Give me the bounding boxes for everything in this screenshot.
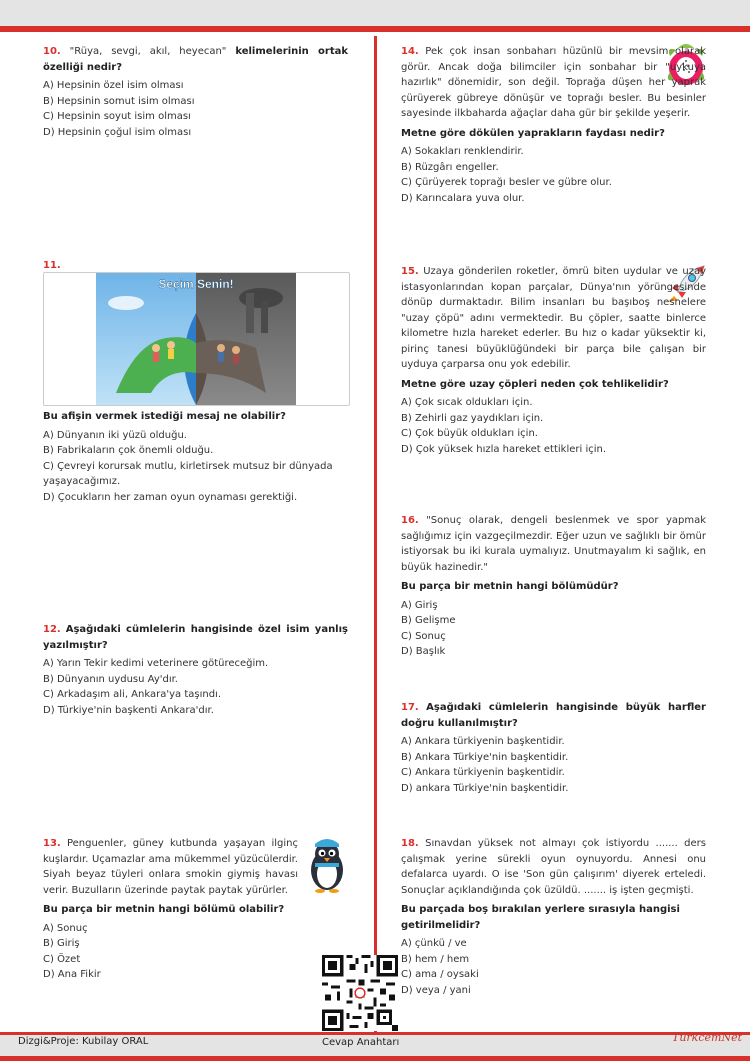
question-16-passage: "Sonuç olarak, dengeli beslenmek ve spor yapmak sağlığımız için vazgeçilmezdir. Eğer uzun ve sağlıklı bir ömür istiyorsak bu iki kurala uymalıyız. Unutmayalım ki sağlık, en büyük hazinedir.": [401, 515, 706, 573]
option-c[interactable]: C) Çok büyük oldukları için.: [401, 428, 538, 439]
question-18-prompt: Bu parçada boş bırakılan yerlere sırasıyla hangisi getirilmelidir?: [401, 904, 680, 931]
poster-title: Seçim Senin!: [158, 277, 234, 291]
option-c[interactable]: C) Özet: [43, 953, 81, 965]
option-d[interactable]: D) veya / yani: [401, 984, 471, 996]
question-16-prompt: Bu parça bir metnin hangi bölümüdür?: [401, 581, 619, 592]
option-a[interactable]: A) çünkü / ve: [401, 938, 467, 949]
options-list: [401, 734, 706, 796]
question-10-quote: "Rüya, sevgi, akıl, heyecan": [69, 46, 227, 57]
option-a[interactable]: A) Giriş: [401, 599, 438, 611]
question-number: 10.: [43, 46, 61, 57]
option-b[interactable]: B) Hepsinin somut isim olması: [43, 95, 195, 107]
question-13-text: [43, 836, 298, 898]
option-c[interactable]: C) Sonuç: [401, 630, 446, 642]
option-a[interactable]: A) Sonuç: [43, 922, 88, 934]
question-15-text: [401, 264, 706, 373]
option-a[interactable]: A) Dünyanın iki yüzü olduğu.: [43, 429, 187, 441]
option-a[interactable]: A) Ankara türkiyenin başkentidir.: [401, 736, 565, 747]
option-d[interactable]: D) Çocukların her zaman oyun oynaması gerektiği.: [43, 491, 298, 503]
option-d[interactable]: D) Türkiye'nin başkenti Ankara'dır.: [43, 704, 214, 716]
question-10-prompt: kelimelerinin ortak özelliği nedir?: [43, 46, 348, 73]
question-15: [401, 264, 706, 457]
option-b[interactable]: B) Fabrikaların çok önemli olduğu.: [43, 445, 214, 456]
options-list: [401, 144, 706, 206]
credit-text: Dizgi&Proje: Kubilay ORAL: [18, 1036, 149, 1047]
brand-logo: TurkcemNet: [672, 1031, 743, 1044]
poster-image: [43, 272, 350, 406]
question-13-prompt: Bu parça bir metnin hangi bölümü olabilir?: [43, 904, 285, 915]
question-number: 13.: [43, 838, 61, 849]
question-17: [401, 700, 706, 796]
question-number: 16.: [401, 515, 419, 526]
option-b[interactable]: B) Ankara Türkiye'nin başkentidir.: [401, 751, 569, 763]
options-list: [43, 428, 348, 506]
option-b[interactable]: B) Zehirli gaz yaydıkları için.: [401, 412, 544, 424]
options-list: [43, 78, 348, 140]
answer-key-label[interactable]: Cevap Anahtarı: [322, 1037, 400, 1048]
option-c[interactable]: C) Ankara türkiyenin başkentidir.: [401, 767, 565, 778]
option-a[interactable]: A) Sokakları renklendirir.: [401, 146, 524, 157]
qr-code-icon[interactable]: [322, 955, 398, 1031]
question-13: [43, 836, 348, 983]
column-divider: [374, 36, 377, 1036]
options-list: [43, 921, 348, 983]
option-d[interactable]: D) Hepsinin çoğul isim olması: [43, 126, 192, 138]
top-bar: [0, 0, 750, 32]
option-d[interactable]: D) ankara Türkiye'nin başkentidir.: [401, 782, 569, 794]
question-number: 12.: [43, 624, 61, 635]
question-number: 18.: [401, 838, 419, 849]
option-a[interactable]: A) Çok sıcak oldukları için.: [401, 397, 533, 408]
option-d[interactable]: D) Ana Fikir: [43, 969, 101, 980]
question-14-text: [401, 44, 706, 122]
question-11: [43, 409, 348, 505]
top-accent-stripe: [0, 26, 750, 32]
option-d[interactable]: D) Başlık: [401, 646, 446, 657]
question-10: [43, 44, 348, 140]
question-12-stem: [43, 622, 348, 653]
question-18-text: [401, 836, 706, 898]
question-17-stem: [401, 700, 706, 731]
question-13-passage: Penguenler, güney kutbunda yaşayan ilginç kuşlardır. Uçamazlar ama mükemmel yüzücülerdir. Siyah beyaz tüyleri onlara smokin giymiş havası verir. Buzulların üzerinde paytak paytak yürürler.: [43, 838, 298, 896]
option-b[interactable]: B) Rüzgârı engeller.: [401, 161, 499, 173]
option-d[interactable]: D) Karıncalara yuva olur.: [401, 192, 525, 204]
option-c[interactable]: C) Çevreyi korursak mutlu, kirletirsek mutsuz bir dünyada yaşayacağımız.: [43, 460, 333, 487]
option-b[interactable]: B) Giriş: [43, 938, 80, 949]
option-c[interactable]: C) Hepsinin soyut isim olması: [43, 111, 191, 122]
question-15-passage: Uzaya gönderilen roketler, ömrü biten uydular ve uzay istasyonlarından kopan parçalar, Dünya'nın yörüngesinde dönüp durmaktadır. Bilim insanları bu başıboş nesnelere "uzay çöpü" adını vermektedir. Bu çöpler, saatte binlerce kilometre hızla hareket ederler. Bu hız o kadar yüksektir ki, pirinç tanesi büyüklüğündeki bir parça bile çalışan bir uyduya çarparsa onu yok edebilir.: [401, 266, 706, 370]
option-c[interactable]: C) Arkadaşım ali, Ankara'ya taşındı.: [43, 689, 221, 700]
question-16-text: [401, 513, 706, 575]
question-number: 17.: [401, 702, 419, 713]
option-b[interactable]: B) hem / hem: [401, 953, 470, 965]
question-14-prompt: Metne göre dökülen yaprakların faydası nedir?: [401, 127, 665, 139]
option-b[interactable]: B) Dünyanın uydusu Ay'dır.: [43, 673, 178, 685]
options-list: [401, 395, 706, 457]
options-list: [401, 936, 706, 998]
question-number: 14.: [401, 46, 419, 57]
question-17-prompt: Aşağıdaki cümlelerin hangisinde büyük harfler doğru kullanılmıştır?: [401, 702, 706, 729]
question-18: [401, 836, 706, 998]
options-list: [43, 656, 348, 718]
question-14-passage: Pek çok insan sonbaharı hüzünlü bir mevsim olarak görür. Ancak doğa bilimciler için sonbahar bir "uykuya hazırlık" dönemidir, son değil. Toprağa düşen her yaprak çürüyerek gübreye dönüşür ve toprağı besler. Bu besinler sayesinde ilkbaharda ağaçlar daha gür bir şekilde yeşerir.: [401, 46, 706, 119]
bottom-accent-stripe: [0, 1032, 750, 1035]
question-14: [401, 44, 706, 206]
option-a[interactable]: A) Hepsinin özel isim olması: [43, 80, 184, 91]
question-12-prompt: Aşağıdaki cümlelerin hangisinde özel isim yanlış yazılmıştır?: [43, 624, 348, 651]
question-18-passage: Sınavdan yüksek not almayı çok istiyordu ....... ders çalışmak yerine sürekli oyun oynuyordu. Annesi onu defalarca uyardı. O ise 'Son gün çalışırım' diyerek erteledi. Sonuçlar açıklandığında çok üzüldü. ....... iş işten geçmişti.: [401, 838, 706, 896]
question-12: [43, 622, 348, 718]
option-b[interactable]: B) Gelişme: [401, 615, 456, 626]
option-a[interactable]: A) Yarın Tekir kedimi veterinere götüreceğim.: [43, 658, 269, 669]
question-16: [401, 513, 706, 660]
option-c[interactable]: C) Çürüyerek toprağı besler ve gübre olur.: [401, 177, 612, 188]
question-number: 11.: [43, 260, 61, 271]
question-11-prompt: Bu afişin vermek istediği mesaj ne olabilir?: [43, 411, 286, 422]
question-15-prompt: Metne göre uzay çöpleri neden çok tehlikelidir?: [401, 378, 669, 390]
options-list: [401, 598, 706, 660]
earth-poster-illustration: [96, 273, 296, 405]
bottom-accent-stripe-lower: [0, 1056, 750, 1061]
question-number: 15.: [401, 266, 419, 277]
option-c[interactable]: C) ama / oysaki: [401, 969, 479, 980]
option-d[interactable]: D) Çok yüksek hızla hareket ettikleri için.: [401, 443, 607, 455]
question-10-stem: [43, 44, 348, 75]
